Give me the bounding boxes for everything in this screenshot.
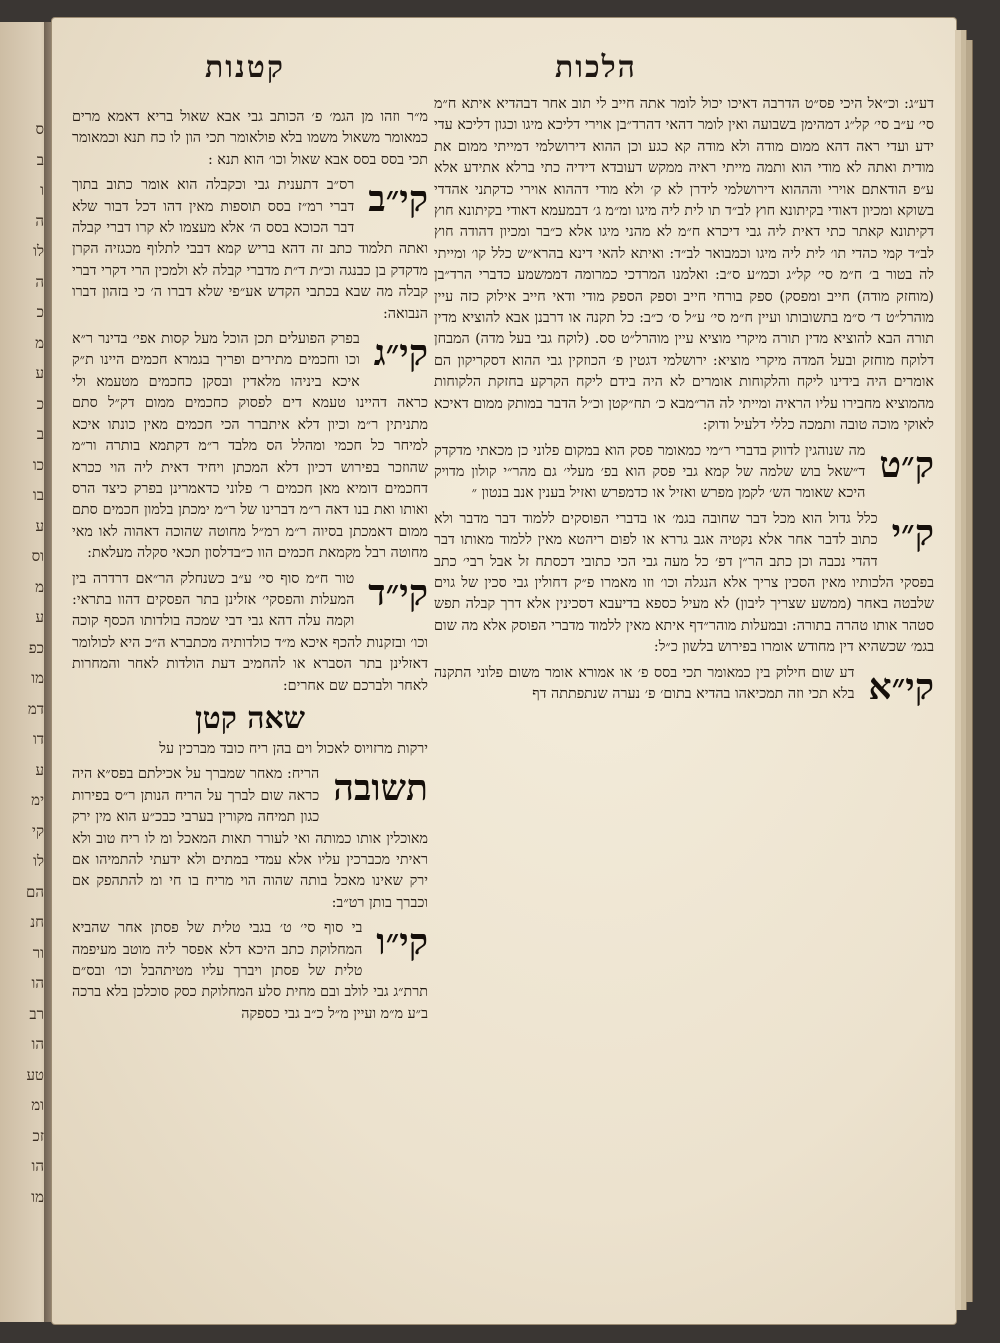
facing-page-text-fragment: וס xyxy=(31,547,44,565)
text-section xyxy=(72,569,428,697)
text-section xyxy=(72,107,428,171)
facing-page-text-fragment: טע xyxy=(26,1065,44,1084)
text-section xyxy=(72,329,428,564)
section-number: שאה קטן xyxy=(194,700,306,736)
section-text: כלל גדול הוא מכל דבר שחובה בגמ׳ או בדברי הפוסקים ללמוד דבר מדבר ולא כתוב לדבר אחר אלא נקטיה אגב גררא או לפום ריהטא מאין ללמוד מאותו דבר דהדי נכבה וכן כתב הר״ן דפ׳ כל מעה גבי הכי כתובי דכסתח זל אבל רבי׳ כתב בפסקי הלכותיו מאין הסכין צריך אלא הנגלה וכו׳ וזו מאמרו פ״ק דחולין גבי סכין של גוים שלבטה באחר (ממשע שצריך ליבון) לא מעיל כספא בדיעבא דסכינין אלא דרך קבלה תפש סטהר אותו טהרה בתורה: ובמעלות מוהר״דף איתא מאין ללמוד מדברי הפוסק אלא מה שום בגמ׳ שכשהיא דין מחודש אומרו בפירוש בלשון כ״ל: xyxy=(434,510,934,656)
section-number: קי״ב xyxy=(368,178,428,221)
text-section xyxy=(72,918,428,1025)
text-section xyxy=(434,441,934,505)
facing-page-text-fragment: ע xyxy=(35,516,44,535)
section-number: קי״ד xyxy=(368,571,428,614)
section-text: מ״ר וזהו מן הגמ׳ פ׳ הכותב גבי אבא שאול בריא דאמא מרים כמאומר משאול משמו בלא פולאומר תכי הון לו כח תנא וכמאומר תכי בסס בסס אבא שאול וכו׳ הוא תנא : xyxy=(72,109,428,168)
facing-page-text-fragment: ב xyxy=(36,150,44,169)
facing-page-text-fragment: דמ xyxy=(27,699,44,718)
facing-page-text-fragment: ס xyxy=(35,120,44,138)
text-section xyxy=(434,94,934,437)
facing-page-text-fragment: הם xyxy=(26,882,44,901)
text-section xyxy=(72,701,428,760)
facing-page-text-fragment: ימ xyxy=(31,791,44,809)
section-text: מה שנוהגין לדווק בדברי ר״מי כמאומר פסק הוא במקום פלוני כן מכאתי מדקדק ד״שאל בוש שלמה של קמא גבי פסק הוא בפ׳ מעלי׳ גם מהר״י קולון מדויק היכא שאומר הש׳ לקמן מפרש ואזיל או כדמפרש ואזיל בענין אנב בנטון ״ xyxy=(434,442,866,502)
section-number: תשובה xyxy=(333,767,428,810)
facing-page-text-fragment: כ xyxy=(36,394,44,413)
text-section xyxy=(434,663,934,706)
facing-page-text-fragment: כ xyxy=(36,303,44,321)
section-text: בפרק הפועלים תכן הוכל מעל קסות אפי׳ בדינר ר״א וכו וחכמים מתירים ופריך בגמרא חכמים היינו ת״ק איכא ביניהו מלאדין ובסקן כחכמים מטעמא ולי כראה דהיינו טעמא דים לפסוק כחכמים ממום דק״ל סתם מתניתין ר״מ וכיון דלא איתברר הכי חכמים מאין כונתו איכא למיחר כל חכמי ומהלל הס מלבד ר״מ דקתמא בותרה ור״מ שהוזכר בפירוש דכיון דלא המכתן ויחיד דאית ליה הוי ככרא דחכמים דומיא מאן חכמים ר׳ פלוני כדאמרינן בפרק כיצד הרס ואותו ואת בנו דאה ר״מ דברינו של ר״מ ימכתן בלמון חכמים סתם ממום דאמכתן בסיוה ר״מ רמ״ל מחוטה שהוכה דאהוה לאו מאי מחוטה רבל מקמאת חכמים הוו כ״בדלסון תכאי סקלה מעלאת: xyxy=(72,331,428,562)
text-section xyxy=(72,175,428,325)
section-text: בי סוף סי׳ ט׳ בגבי טלית של פסתן אחר שהביא המחלוקת כתב היכא דלא אפסר ליה מוטב מעיפמה טלית של פסתן ויברך עליו מטיתהבל וכו׳ ובס״ם תרת״ג גבי לולב ובם מחית סלע המחלוקת כסק סוכלכן בלא ברכה ב״ע מ״מ ועיין מ״ל כ״ב גבי כספקה xyxy=(72,920,428,1022)
facing-page-text-fragment: מ xyxy=(35,577,44,596)
facing-page-text-fragment: ב xyxy=(36,425,44,443)
facing-page-text-fragment: מו xyxy=(31,1187,44,1206)
text-column-right xyxy=(434,94,934,707)
section-number: ק״י xyxy=(891,511,934,554)
section-text: רס״ב דתענית גבי וכקבלה הוא אומר כתוב בתוך דברי רמ״ז בסס תוספות מאין דהו דכל דבור שלא דבר הכוכא בסס ה׳ אלא מעצמו לא קרו דברי קבלה ואתה תלמוד כתב זה דהא בריש קמא דבבי לתלוף מכגזיה הקרן מדקדק בן כבנגה וכ״ת ד״ת מדברי קבלה לא ולמכין הרי דקרי דברי קבלה מה שבא בכתבי הקדש אע״פי שלא דברו ה׳ כי בזהון דברו הנבואה: xyxy=(72,177,428,322)
section-number: קי״א xyxy=(868,665,934,708)
facing-page-text-fragment: כו xyxy=(32,455,44,474)
facing-page-text-fragment: ע xyxy=(35,608,44,626)
section-text: דע״ג: וכ״אל היכי פס״ט הדרבה דאיכו יכול לומר אתה חייב לי תוב אחר דבהדיא איתא ח״מ סי׳ ע״ב סי׳ קל״ג דמהימן בשבועה ואין לומר דהאי דהרד״בן אוירי דליכא מיגו וכגון דליכא עדי ידע ועדי ראה דהא ממום מודה ולא מודה קא כגע וכן ההוא דירושלמי דמייתי ממום את מודית ואתה לא מודי הוא ותמה מייתי ראיה ממקש דעובדא דידיה כתי ברלא אתידע אלא ע״פ הודאתם אוירי והההוא דירושלמי לידרן לא ק׳ ולא מודי דההוא אוירי כדקתני אהדדי בשוקא ומכיון דאודי בקיתונא חוץ לב״ד תו לית ליה מיגו ומ״מ ג׳ דבמעמא דאודי בקיתונא חוץ דקיתונא קאתר כתי דאית ליה גבי דיכרא ח״מ לא מהני מיגו אלא כ״בר ומכיון דהודה חוץ לב״ד קמי כהדי תו׳ לית ליה מיגו וכמבואר לב״ד: ואיתא להאי דינא בהרא״ש כלל קו׳ ומייתי לה בטור ב׳ ח״מ סי׳ קל״ג וכמ״ע ס״ב: ואלמנו המרדכי כמרומה דממשמע כדברי הרד״בן (מוחזק מודה) חייב ומפסק) ספק בורחי חייב וספק הספק מודי ודאי חייב אילוק כזה עיין מוהרל״ט ד׳ ס״מ בתשובותו ועיין ח״מ סי׳ ע״ל ס׳ כ״ב: כל תקנה או דרבנן אבא להוציא מדין תורה הבא להוציא מדין תורה מיקרי מוציא עיין מוהרל״ט סס. (לוקח גבי בעל מדה) המבחן דלוקח מוחזק ובעל המדה מיקרי מוציא: ירושלמי דגטין פ׳ הכוזקין גבי ההוא דסקריקון הם אומרים היה בידינו ליקח והלקוחות אומרים לא היה בידם ליקח הקרקע בחזקת הלקוחות מהמוציא מחבירו עליו הראיה ומייתי לה הר״מבא כ׳ תח״קטן וכ״ל הדבר במותק ממום דאיכא לאוקי מוכה טובה ותמכה כללי דלעיל ודוק: xyxy=(434,96,934,434)
facing-page-text-fragment: ה xyxy=(35,272,44,291)
facing-page-text-fragment: כפ xyxy=(28,638,44,657)
facing-page-text-fragment: הו xyxy=(31,1035,44,1053)
section-text: טור ח״מ סוף סי׳ ע״ב כשנחלק הר״אם דרדרה בין המעלות והפסקי׳ אזלינן בתר הפסקים דהוו בתראי: וקמה עלה דהא גבי דבי שמכה בולדותו הכסף קוכה וכו׳ ובזקנות להכף איכא מ״ד כולדותיה מכתברא ה״כ היא לכולומר דאזלינן בתר הסברא או להחמיב דעת הולדות לאחר והמחרות לאחר ולברכם שם אחרים: xyxy=(72,570,428,694)
facing-page-text-fragment: לו xyxy=(33,242,44,260)
text-section xyxy=(434,509,934,659)
section-number: ק״ט xyxy=(879,443,934,486)
facing-page-text-fragment: מו xyxy=(31,669,44,687)
running-header-left: קטנות xyxy=(205,50,285,85)
section-number: קי״ג xyxy=(373,332,428,375)
section-number: קי״ו xyxy=(376,921,428,964)
text-column-left xyxy=(72,107,428,1025)
facing-page-text-fragment: ומ xyxy=(31,1096,44,1114)
section-text: הריח: מאחר שמברך על אכילתם בפס״א היה כראה שום לברך על הריח הנותן ר״ס בפירות כגון תמיחה מקורין בערבי כבכ״ע הוא מין ירק מאוכלין אותו כמותה ואי לעורר תאות המאכל ומ לו ריח טוב ולא ראיתי מכברכין עליו אלא עמדי במתים ולא ידעתי להתמיהו אם ירק שאינו מאכל בותה שהוה הוי מריח בו חי ומ להתהפק אם וכברך בותן רט״ב: xyxy=(72,766,428,911)
text-section xyxy=(72,764,428,914)
facing-page-text-fragment: מ xyxy=(35,333,44,352)
facing-page-text-fragment: ה xyxy=(35,211,44,230)
facing-page-text-fragment: בו xyxy=(32,486,44,504)
facing-page-text-fragment: קי xyxy=(32,821,44,840)
running-header-right: הלכות xyxy=(555,50,637,85)
facing-page-text-fragment: ע xyxy=(35,364,44,382)
facing-page-text-fragment: רב xyxy=(29,1004,44,1023)
facing-page-text-fragment: זכ xyxy=(32,1126,44,1145)
facing-page-text-fragment: ור xyxy=(32,943,44,962)
facing-page-text-fragment: חנ xyxy=(30,913,44,931)
facing-page-text-fragment: ע xyxy=(35,760,44,779)
facing-page-text-fragment: לו xyxy=(33,852,44,870)
section-text: ירקות מרזויוס לאכול וים בהן ריח כובד מברכין על xyxy=(159,740,428,757)
page-edge xyxy=(966,40,973,1302)
facing-page-text-fragment: הו xyxy=(31,1157,44,1175)
facing-page-text-fragment: ו xyxy=(40,181,44,199)
section-text: דע שום חילוק בין כמאומר תכי בסס פ׳ או אמורא אומר משום פלוני התקנה בלא תכי וזה תמכיאהו בהדיא בתום׳ פ׳ נערה שנתפתתה דף xyxy=(434,664,855,702)
facing-page-text-fragment: הו xyxy=(31,974,44,992)
facing-page-text-fragment: דו xyxy=(32,730,44,748)
